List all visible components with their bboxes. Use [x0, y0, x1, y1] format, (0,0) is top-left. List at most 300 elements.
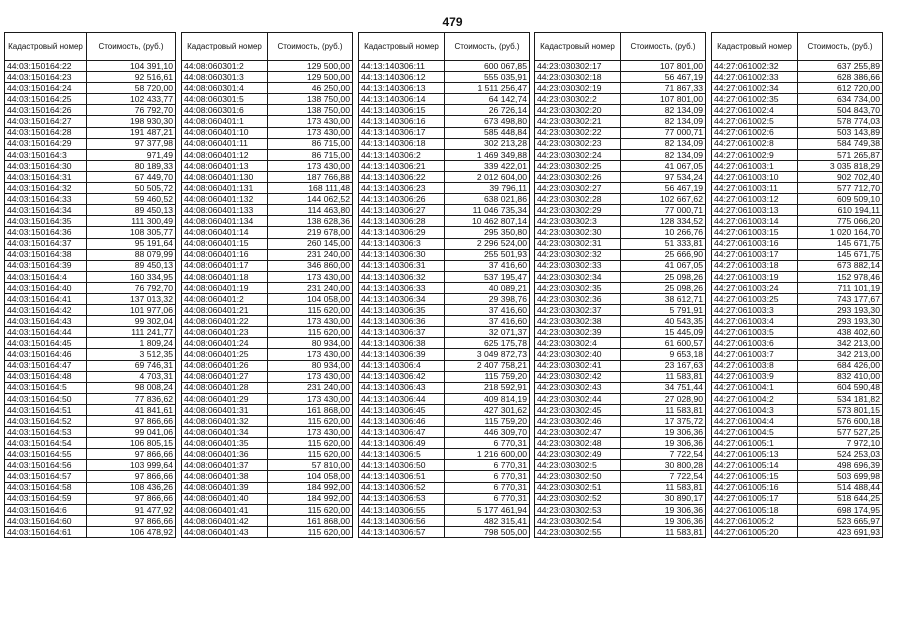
table-row [712, 427, 883, 438]
table-row [535, 305, 706, 316]
cost-cell: 342 213,00 [798, 349, 883, 360]
table-row [5, 427, 176, 438]
cost-cell: 302 213,28 [445, 138, 530, 149]
cadastral-number-cell: 44:23:030302:22 [535, 127, 621, 138]
cadastral-number-cell: 44:27:061003:6 [712, 338, 798, 349]
cost-cell: 578 774,03 [798, 116, 883, 127]
table-row [359, 305, 530, 316]
cadastral-number-cell: 44:27:061002:35 [712, 94, 798, 105]
cost-cell: 10 462 807,14 [445, 216, 530, 227]
cost-cell: 86 715,00 [268, 149, 353, 160]
cost-cell: 218 592,91 [445, 382, 530, 393]
table-row [712, 526, 883, 537]
table-row [712, 94, 883, 105]
cadastral-number-cell: 44:03:150164:25 [5, 94, 87, 105]
table-row [712, 360, 883, 371]
table-row [712, 171, 883, 182]
cadastral-number-cell: 44:03:150164:36 [5, 227, 87, 238]
table-row [5, 227, 176, 238]
table-row [5, 404, 176, 415]
cadastral-number-cell: 44:27:061003:8 [712, 360, 798, 371]
cost-cell: 77 000,71 [621, 205, 706, 216]
cadastral-number-cell: 44:23:030302:29 [535, 205, 621, 216]
cost-cell: 29 398,76 [445, 293, 530, 304]
cost-cell: 115 620,00 [268, 416, 353, 427]
cadastral-number-cell: 44:23:030302:27 [535, 183, 621, 194]
cost-cell: 638 021,86 [445, 194, 530, 205]
table-row [712, 504, 883, 515]
table-row [535, 360, 706, 371]
table-row [182, 416, 353, 427]
cadastral-number-cell: 44:27:061003:12 [712, 194, 798, 205]
cost-cell: 342 213,00 [798, 338, 883, 349]
table-row [712, 271, 883, 282]
cadastral-number-cell: 44:08:060401:15 [182, 238, 268, 249]
cost-cell: 95 191,64 [87, 238, 176, 249]
cadastral-number-cell: 44:03:150164:60 [5, 515, 87, 526]
cost-cell: 69 746,31 [87, 360, 176, 371]
cadastral-number-cell: 44:03:150164:46 [5, 349, 87, 360]
cost-cell: 82 134,09 [621, 105, 706, 116]
table-row [182, 449, 353, 460]
cadastral-number-cell: 44:27:061003:11 [712, 183, 798, 194]
cadastral-number-cell: 44:23:030302:3 [535, 216, 621, 227]
cost-cell: 260 145,00 [268, 238, 353, 249]
table-row [712, 316, 883, 327]
cadastral-number-cell: 44:27:061003:13 [712, 205, 798, 216]
cadastral-number-cell: 44:27:061003:18 [712, 260, 798, 271]
cadastral-number-cell: 44:03:150164:38 [5, 249, 87, 260]
cost-cell: 152 978,46 [798, 271, 883, 282]
cadastral-number-cell: 44:03:150164:52 [5, 416, 87, 427]
table-row [535, 316, 706, 327]
cadastral-number-cell: 44:13:140306:37 [359, 327, 445, 338]
table-row [535, 371, 706, 382]
cadastral-number-cell: 44:08:060401:17 [182, 260, 268, 271]
cost-cell: 107 801,00 [621, 61, 706, 72]
table-row [712, 382, 883, 393]
cadastral-number-cell: 44:13:140306:46 [359, 416, 445, 427]
cost-cell: 76 792,70 [87, 105, 176, 116]
header-cadastral-number: Кадастровый номер [5, 33, 87, 61]
table-row [5, 293, 176, 304]
table-row [182, 116, 353, 127]
cost-cell: 4 703,31 [87, 371, 176, 382]
table-row [182, 526, 353, 537]
cost-cell: 19 306,36 [621, 438, 706, 449]
cost-cell: 115 620,00 [268, 327, 353, 338]
cadastral-number-cell: 44:23:030302:54 [535, 515, 621, 526]
table-row [712, 438, 883, 449]
table-row [712, 493, 883, 504]
table-row [712, 460, 883, 471]
table-row [359, 404, 530, 415]
table-row [712, 216, 883, 227]
cost-cell: 293 193,30 [798, 316, 883, 327]
table-row [182, 471, 353, 482]
cost-cell: 524 253,03 [798, 449, 883, 460]
cadastral-number-cell: 44:13:140306:56 [359, 515, 445, 526]
cost-cell: 57 810,00 [268, 460, 353, 471]
cadastral-number-cell: 44:27:061002:9 [712, 149, 798, 160]
cost-cell: 104 058,00 [268, 293, 353, 304]
table-row [5, 438, 176, 449]
cadastral-number-cell: 44:03:150164:41 [5, 293, 87, 304]
cost-cell: 173 430,00 [268, 371, 353, 382]
cost-cell: 673 498,80 [445, 116, 530, 127]
cadastral-number-cell: 44:27:061003:3 [712, 305, 798, 316]
table-row [182, 427, 353, 438]
cadastral-number-cell: 44:03:150164:5 [5, 382, 87, 393]
table-row [182, 371, 353, 382]
cost-cell: 138 750,00 [268, 105, 353, 116]
cost-cell: 39 796,11 [445, 183, 530, 194]
table-row [5, 526, 176, 537]
table-row [359, 371, 530, 382]
cost-cell: 11 583,81 [621, 482, 706, 493]
table-row [5, 515, 176, 526]
table-row [535, 338, 706, 349]
cadastral-number-cell: 44:23:030302:47 [535, 427, 621, 438]
cost-cell: 19 306,36 [621, 427, 706, 438]
table-row [712, 194, 883, 205]
cadastral-number-cell: 44:13:140306:16 [359, 116, 445, 127]
cadastral-number-cell: 44:23:030302:18 [535, 72, 621, 83]
cadastral-number-cell: 44:23:030302:5 [535, 460, 621, 471]
cadastral-number-cell: 44:23:030302:52 [535, 493, 621, 504]
table-row [182, 205, 353, 216]
table-row [182, 393, 353, 404]
cost-cell: 518 644,25 [798, 493, 883, 504]
cost-cell: 219 678,00 [268, 227, 353, 238]
table-row [359, 282, 530, 293]
cost-cell: 129 500,00 [268, 61, 353, 72]
cadastral-number-cell: 44:03:150164:31 [5, 171, 87, 182]
cadastral-number-cell: 44:08:060401:24 [182, 338, 268, 349]
cadastral-number-cell: 44:08:060401:36 [182, 449, 268, 460]
cadastral-number-cell: 44:13:140306:36 [359, 316, 445, 327]
cost-cell: 111 300,49 [87, 216, 176, 227]
cadastral-number-cell: 44:27:061003:15 [712, 227, 798, 238]
table-row [712, 482, 883, 493]
cost-cell: 346 860,00 [268, 260, 353, 271]
cadastral-number-cell: 44:03:150164:29 [5, 138, 87, 149]
cost-cell: 6 770,31 [445, 438, 530, 449]
cadastral-number-cell: 44:23:030302:37 [535, 305, 621, 316]
cadastral-number-cell: 44:27:061003:4 [712, 316, 798, 327]
table-row [5, 194, 176, 205]
cadastral-number-cell: 44:03:150164:24 [5, 83, 87, 94]
cadastral-number-cell: 44:13:140306:3 [359, 238, 445, 249]
table-row [712, 205, 883, 216]
cadastral-number-cell: 44:23:030302:51 [535, 482, 621, 493]
cost-cell: 161 868,00 [268, 515, 353, 526]
cadastral-number-cell: 44:27:061004:2 [712, 393, 798, 404]
cost-cell: 698 174,95 [798, 504, 883, 515]
table-row [5, 360, 176, 371]
table-row [182, 105, 353, 116]
table-row [359, 482, 530, 493]
cost-cell: 3 035 818,29 [798, 160, 883, 171]
cost-cell: 82 134,09 [621, 116, 706, 127]
cost-cell: 1 511 256,47 [445, 83, 530, 94]
cost-cell: 46 250,00 [268, 83, 353, 94]
table-row [535, 327, 706, 338]
table-row [359, 471, 530, 482]
cost-cell: 6 770,31 [445, 482, 530, 493]
header-cost: Стоимость, (руб.) [445, 33, 530, 61]
table-row [5, 83, 176, 94]
table-row [359, 460, 530, 471]
cost-cell: 711 101,19 [798, 282, 883, 293]
table-row [182, 438, 353, 449]
cadastral-number-cell: 44:27:061003:24 [712, 282, 798, 293]
cost-cell: 64 142,74 [445, 94, 530, 105]
cadastral-number-cell: 44:03:150164:40 [5, 282, 87, 293]
table-row [359, 138, 530, 149]
cadastral-number-cell: 44:27:061004:3 [712, 404, 798, 415]
cost-cell: 514 488,44 [798, 482, 883, 493]
cost-cell: 32 071,37 [445, 327, 530, 338]
table-row [182, 460, 353, 471]
cadastral-number-cell: 44:13:140306:31 [359, 260, 445, 271]
cadastral-number-cell: 44:13:140306:35 [359, 305, 445, 316]
cadastral-number-cell: 44:27:061002:5 [712, 116, 798, 127]
cost-cell: 37 416,60 [445, 305, 530, 316]
cost-cell: 7 722,54 [621, 471, 706, 482]
cadastral-number-cell: 44:23:030302:49 [535, 449, 621, 460]
cadastral-number-cell: 44:23:030302:19 [535, 83, 621, 94]
cost-cell: 115 620,00 [268, 449, 353, 460]
cadastral-number-cell: 44:03:150164:27 [5, 116, 87, 127]
table-row [5, 327, 176, 338]
table-row [5, 482, 176, 493]
cost-cell: 104 391,10 [87, 61, 176, 72]
cost-cell: 23 167,63 [621, 360, 706, 371]
cost-cell: 339 422,01 [445, 160, 530, 171]
cost-cell: 97 866,66 [87, 515, 176, 526]
table-row [182, 127, 353, 138]
cost-cell: 145 671,75 [798, 238, 883, 249]
cadastral-number-cell: 44:03:150164:26 [5, 105, 87, 116]
cadastral-number-cell: 44:23:030302:50 [535, 471, 621, 482]
cost-cell: 173 430,00 [268, 271, 353, 282]
cost-cell: 115 620,00 [268, 504, 353, 515]
cost-cell: 76 792,70 [87, 282, 176, 293]
cost-cell: 137 013,32 [87, 293, 176, 304]
cadastral-number-cell: 44:03:150164:51 [5, 404, 87, 415]
cost-cell: 255 501,93 [445, 249, 530, 260]
cost-cell: 97 377,98 [87, 138, 176, 149]
table-row [182, 271, 353, 282]
table-row [182, 260, 353, 271]
cost-cell: 97 866,66 [87, 449, 176, 460]
cadastral-number-cell: 44:08:060401:35 [182, 438, 268, 449]
cadastral-number-cell: 44:23:030302:33 [535, 260, 621, 271]
cost-cell: 11 046 735,34 [445, 205, 530, 216]
table-row [359, 271, 530, 282]
cost-cell: 2 407 758,21 [445, 360, 530, 371]
cost-cell: 115 759,20 [445, 416, 530, 427]
table-row [5, 260, 176, 271]
table-row [182, 138, 353, 149]
cost-cell: 86 715,00 [268, 138, 353, 149]
cost-cell: 3 049 872,73 [445, 349, 530, 360]
table-row [359, 171, 530, 182]
cadastral-number-cell: 44:27:061003:25 [712, 293, 798, 304]
cadastral-number-cell: 44:13:140306:18 [359, 138, 445, 149]
cost-cell: 2 012 604,00 [445, 171, 530, 182]
cadastral-number-cell: 44:23:030302:39 [535, 327, 621, 338]
cost-cell: 111 241,77 [87, 327, 176, 338]
table-row [5, 249, 176, 260]
table-row [535, 127, 706, 138]
cadastral-number-cell: 44:23:030302:34 [535, 271, 621, 282]
cadastral-number-cell: 44:13:140306:38 [359, 338, 445, 349]
cadastral-number-cell: 44:27:061005:2 [712, 515, 798, 526]
cost-cell: 34 751,44 [621, 382, 706, 393]
cost-cell: 103 999,64 [87, 460, 176, 471]
cost-cell: 577 712,70 [798, 183, 883, 194]
table-row [712, 404, 883, 415]
cost-cell: 106 478,92 [87, 526, 176, 537]
cadastral-table-2 [181, 32, 353, 538]
table-row [535, 194, 706, 205]
table-row [535, 515, 706, 526]
cost-cell: 1 020 164,70 [798, 227, 883, 238]
table-row [712, 515, 883, 526]
table-row [5, 138, 176, 149]
cadastral-number-cell: 44:23:030302:41 [535, 360, 621, 371]
table-row [359, 183, 530, 194]
cost-cell: 555 035,91 [445, 72, 530, 83]
table-row [359, 94, 530, 105]
cadastral-number-cell: 44:08:060401:2 [182, 293, 268, 304]
cadastral-number-cell: 44:08:060401:12 [182, 149, 268, 160]
cost-cell: 184 992,00 [268, 482, 353, 493]
cost-cell: 89 450,13 [87, 205, 176, 216]
cost-cell: 684 426,00 [798, 360, 883, 371]
cost-cell: 108 305,77 [87, 227, 176, 238]
cadastral-number-cell: 44:27:061005:20 [712, 526, 798, 537]
cadastral-number-cell: 44:13:140306:50 [359, 460, 445, 471]
cadastral-number-cell: 44:13:140306:43 [359, 382, 445, 393]
cadastral-number-cell: 44:13:140306:34 [359, 293, 445, 304]
table-row [535, 449, 706, 460]
cadastral-number-cell: 44:03:150164:55 [5, 449, 87, 460]
cadastral-number-cell: 44:03:150164:4 [5, 271, 87, 282]
table-row [359, 160, 530, 171]
cadastral-number-cell: 44:08:060401:19 [182, 282, 268, 293]
cadastral-number-cell: 44:03:150164:58 [5, 482, 87, 493]
table-row [359, 338, 530, 349]
table-row [359, 382, 530, 393]
table-row [712, 338, 883, 349]
cost-cell: 610 194,11 [798, 205, 883, 216]
cost-cell: 9 653,18 [621, 349, 706, 360]
cadastral-number-cell: 44:23:030302:38 [535, 316, 621, 327]
cadastral-number-cell: 44:23:030302:25 [535, 160, 621, 171]
cadastral-number-cell: 44:03:150164:33 [5, 194, 87, 205]
cost-cell: 27 028,90 [621, 393, 706, 404]
table-row [5, 282, 176, 293]
table-row [182, 382, 353, 393]
table-row [182, 360, 353, 371]
table-row [712, 238, 883, 249]
table-row [712, 116, 883, 127]
table-row [359, 216, 530, 227]
cadastral-number-cell: 44:27:061005:15 [712, 471, 798, 482]
cadastral-number-cell: 44:03:150164:34 [5, 205, 87, 216]
cost-cell: 537 195,47 [445, 271, 530, 282]
cadastral-number-cell: 44:13:140306:12 [359, 72, 445, 83]
cadastral-number-cell: 44:08:060401:32 [182, 416, 268, 427]
cost-cell: 585 448,84 [445, 127, 530, 138]
cost-cell: 295 350,80 [445, 227, 530, 238]
cost-cell: 173 430,00 [268, 427, 353, 438]
cost-cell: 173 430,00 [268, 116, 353, 127]
cost-cell: 56 467,19 [621, 183, 706, 194]
cost-cell: 144 062,52 [268, 194, 353, 205]
table-row [359, 504, 530, 515]
table-row [712, 149, 883, 160]
table-row [5, 116, 176, 127]
table-row [535, 160, 706, 171]
table-row [5, 338, 176, 349]
cadastral-number-cell: 44:23:030302:23 [535, 138, 621, 149]
cost-cell: 637 255,89 [798, 61, 883, 72]
cost-cell: 971,49 [87, 149, 176, 160]
cost-cell: 798 505,00 [445, 526, 530, 537]
cost-cell: 97 866,66 [87, 471, 176, 482]
table-row [5, 471, 176, 482]
cost-cell: 91 477,92 [87, 504, 176, 515]
cadastral-table-1 [4, 32, 176, 538]
cost-cell: 30 890,17 [621, 493, 706, 504]
cost-cell: 38 612,71 [621, 293, 706, 304]
header-cost: Стоимость, (руб.) [87, 33, 176, 61]
cost-cell: 584 749,38 [798, 138, 883, 149]
table-row [535, 282, 706, 293]
cadastral-number-cell: 44:08:060401:37 [182, 460, 268, 471]
cost-cell: 41 067,05 [621, 160, 706, 171]
table-row [5, 61, 176, 72]
cadastral-number-cell: 44:13:140306:11 [359, 61, 445, 72]
cadastral-number-cell: 44:03:150164:22 [5, 61, 87, 72]
table-row [712, 183, 883, 194]
cost-cell: 41 067,05 [621, 260, 706, 271]
table-row [535, 116, 706, 127]
cadastral-number-cell: 44:08:060401:132 [182, 194, 268, 205]
cost-cell: 5 791,91 [621, 305, 706, 316]
cadastral-number-cell: 44:03:150164:37 [5, 238, 87, 249]
table-row [359, 349, 530, 360]
cadastral-number-cell: 44:08:060401:39 [182, 482, 268, 493]
cadastral-number-cell: 44:23:030302:44 [535, 393, 621, 404]
cadastral-number-cell: 44:27:061003:1 [712, 160, 798, 171]
table-row [5, 216, 176, 227]
table-row [359, 493, 530, 504]
cost-cell: 231 240,00 [268, 282, 353, 293]
cadastral-number-cell: 44:23:030302:55 [535, 526, 621, 537]
cost-cell: 11 583,81 [621, 526, 706, 537]
table-row [5, 449, 176, 460]
cadastral-number-cell: 44:08:060401:34 [182, 427, 268, 438]
cadastral-number-cell: 44:08:060301:6 [182, 105, 268, 116]
cost-cell: 173 430,00 [268, 349, 353, 360]
table-row [5, 460, 176, 471]
table-row [182, 338, 353, 349]
